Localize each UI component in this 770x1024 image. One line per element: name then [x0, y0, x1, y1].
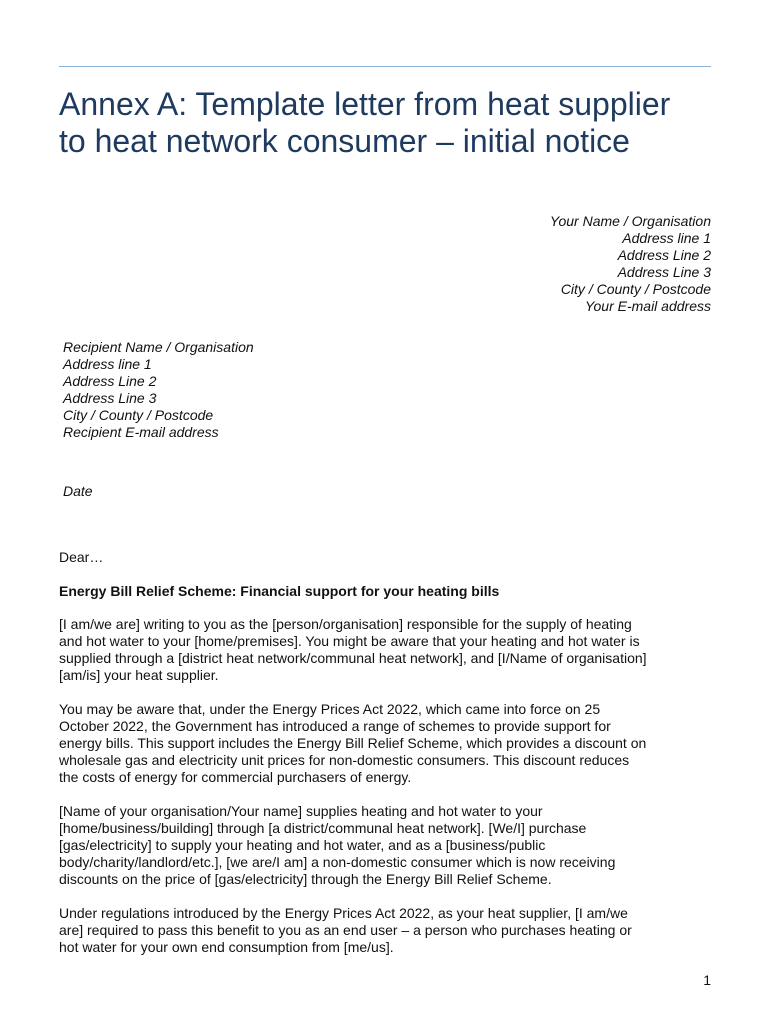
sender-city-postcode: City / County / Postcode	[560, 281, 711, 297]
body-line: You may be aware that, under the Energy Prices Act 2022, which came into force on 25	[59, 701, 601, 717]
title-line-2: to heat network consumer – initial notice	[59, 123, 630, 159]
body-line: discounts on the price of [gas/electricity] through the Energy Bill Relief Scheme.	[59, 871, 552, 887]
letter-body	[59, 616, 714, 973]
header-rule	[59, 66, 711, 67]
body-paragraph-2	[59, 701, 714, 786]
recipient-email: Recipient E-mail address	[63, 424, 219, 440]
recipient-city-postcode: City / County / Postcode	[63, 407, 214, 423]
recipient-address-line-1: Address line 1	[63, 356, 152, 372]
body-line: October 2022, the Government has introduced a range of schemes to provide support for	[59, 718, 611, 734]
page-number: 1	[703, 972, 711, 988]
body-line: hot water for your own end consumption from [me/us].	[59, 939, 394, 955]
salutation: Dear…	[59, 549, 104, 565]
body-paragraph-4	[59, 905, 714, 956]
page-title	[59, 86, 729, 160]
recipient-name: Recipient Name / Organisation	[63, 339, 254, 355]
body-line: [gas/electricity] to supply your heating and hot water, and as a [business/public	[59, 837, 546, 853]
body-line: [home/business/building] through [a district/communal heat network]. [We/I] purchase	[59, 820, 587, 836]
body-line: [Name of your organisation/Your name] supplies heating and hot water to your	[59, 803, 543, 819]
letter-subject: Energy Bill Relief Scheme: Financial support for your heating bills	[59, 583, 500, 599]
title-line-1: Annex A: Template letter from heat supplier	[59, 86, 671, 122]
sender-name: Your Name / Organisation	[549, 213, 711, 229]
sender-address-line-2: Address Line 2	[617, 247, 711, 263]
recipient-address-block	[63, 339, 254, 441]
body-line: the costs of energy for commercial purchasers of energy.	[59, 769, 412, 785]
body-line: [I am/we are] writing to you as the [person/organisation] responsible for the supply of heating	[59, 616, 632, 632]
sender-address-block	[550, 213, 711, 315]
body-paragraph-1	[59, 616, 714, 684]
body-line: Under regulations introduced by the Energy Prices Act 2022, as your heat supplier, [I am/we	[59, 905, 628, 921]
sender-address-line-3: Address Line 3	[617, 264, 711, 280]
body-line: supplied through a [district heat network/communal heat network], and [I/Name of organisation]	[59, 650, 647, 666]
recipient-address-line-3: Address Line 3	[63, 390, 157, 406]
sender-email: Your E-mail address	[584, 298, 711, 314]
recipient-address-line-2: Address Line 2	[63, 373, 157, 389]
body-paragraph-3	[59, 803, 714, 888]
body-line: body/charity/landlord/etc.], [we are/I am] a non-domestic consumer which is now receiving	[59, 854, 616, 870]
body-line: and hot water to your [home/premises]. You might be aware that your heating and hot water is	[59, 633, 640, 649]
body-line: wholesale gas and electricity unit prices for non-domestic consumers. This discount reduces	[59, 752, 630, 768]
body-line: [am/is] your heat supplier.	[59, 667, 219, 683]
letter-date: Date	[63, 483, 93, 499]
body-line: energy bills. This support includes the Energy Bill Relief Scheme, which provides a discount on	[59, 735, 647, 751]
body-line: are] required to pass this benefit to you as an end user – a person who purchases heating or	[59, 922, 632, 938]
sender-address-line-1: Address line 1	[622, 230, 711, 246]
